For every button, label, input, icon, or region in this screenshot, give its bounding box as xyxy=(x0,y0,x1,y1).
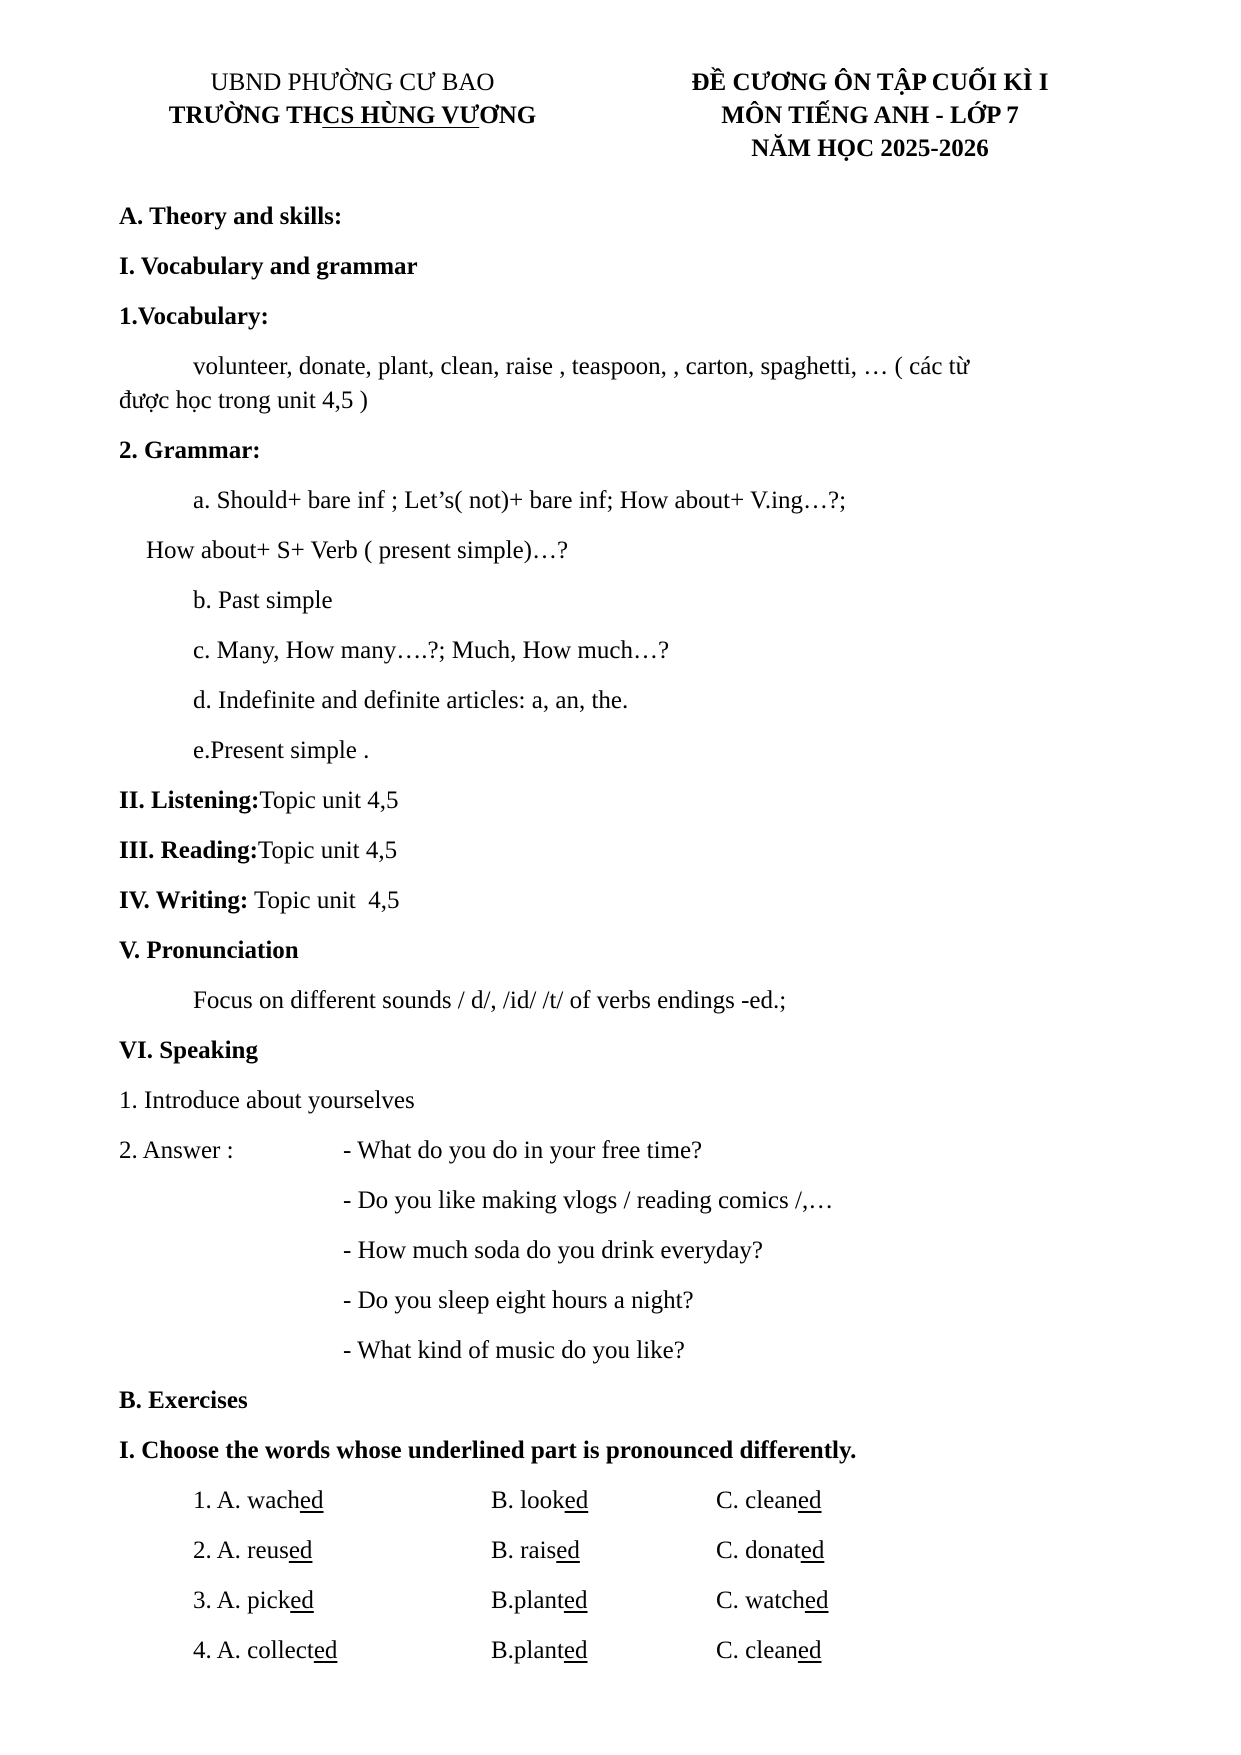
vocabulary-title: 1.Vocabulary: xyxy=(119,303,269,330)
speaking-item-2-label: 2. Answer : xyxy=(119,1137,234,1164)
option-text: 3. A. pick xyxy=(193,1587,291,1614)
pronunciation-title: V. Pronunciation xyxy=(119,937,299,964)
option-text: C. donat xyxy=(716,1537,801,1564)
exercise-option-a xyxy=(193,1636,337,1666)
exercise-option-c xyxy=(716,1636,822,1666)
header-left xyxy=(120,66,585,132)
option-underlined: ed xyxy=(800,1537,825,1564)
section-b-title: B. Exercises xyxy=(119,1387,248,1414)
listening-text: Topic unit 4,5 xyxy=(259,787,399,814)
speaking-question: - Do you sleep eight hours a night? xyxy=(343,1287,694,1314)
reading-line xyxy=(119,836,397,866)
speaking-item-1: 1. Introduce about yourselves xyxy=(119,1087,415,1114)
exercise-option-b xyxy=(491,1536,580,1566)
option-text: C. clean xyxy=(716,1487,798,1514)
option-text: 2. A. reus xyxy=(193,1537,289,1564)
exercise-option-b xyxy=(491,1586,588,1616)
option-underlined: ed xyxy=(299,1487,324,1514)
writing-text: Topic unit 4,5 xyxy=(248,887,400,914)
option-text: B.plant xyxy=(491,1637,564,1664)
school-name-part2: CS HÙNG VƯ xyxy=(322,102,480,129)
listening-label: II. Listening: xyxy=(119,787,260,814)
option-underlined: ed xyxy=(556,1537,580,1564)
option-text: 1. A. wach xyxy=(193,1487,300,1514)
exercise-option-a xyxy=(193,1486,324,1516)
option-text: C. watch xyxy=(716,1587,805,1614)
grammar-b: b. Past simple xyxy=(193,587,333,614)
option-text: B.plant xyxy=(491,1587,564,1614)
doc-subject: MÔN TIẾNG ANH - LỚP 7 xyxy=(721,102,1019,129)
grammar-a-line-1: a. Should+ bare inf ; Let’s( not)+ bare inf; How about+ V.ing…?; xyxy=(193,487,847,514)
option-underlined: ed xyxy=(288,1537,313,1564)
exercise-option-b xyxy=(491,1486,588,1516)
option-underlined: ed xyxy=(290,1587,314,1614)
doc-title: ĐỀ CƯƠNG ÔN TẬP CUỐI KÌ I xyxy=(691,69,1049,96)
exercise-option-c xyxy=(716,1536,824,1566)
option-underlined: ed xyxy=(797,1637,822,1664)
pronunciation-text: Focus on different sounds / d/, /id/ /t/ of verbs endings -ed.; xyxy=(193,987,787,1014)
exercise-option-b xyxy=(491,1636,588,1666)
exercise-1-title: I. Choose the words whose underlined part is pronounced differently. xyxy=(119,1437,857,1464)
exercise-option-c xyxy=(716,1486,822,1516)
speaking-question: - What do you do in your free time? xyxy=(343,1137,703,1164)
exercise-option-c xyxy=(716,1586,828,1616)
option-underlined: ed xyxy=(804,1587,829,1614)
option-underlined: ed xyxy=(313,1637,338,1664)
option-text: 4. A. collect xyxy=(193,1637,314,1664)
school-name-part3: ƠNG xyxy=(479,102,537,129)
section-a-title: A. Theory and skills: xyxy=(119,203,343,230)
vocab-grammar-title: I. Vocabulary and grammar xyxy=(119,253,418,280)
grammar-title: 2. Grammar: xyxy=(119,437,261,464)
listening-line xyxy=(119,786,399,816)
option-underlined: ed xyxy=(563,1587,588,1614)
option-underlined: ed xyxy=(563,1637,588,1664)
grammar-c: c. Many, How many….?; Much, How much…? xyxy=(193,637,670,664)
speaking-question: - What kind of music do you like? xyxy=(343,1337,685,1364)
exercise-option-a xyxy=(193,1586,314,1616)
option-text: C. clean xyxy=(716,1637,798,1664)
reading-text: Topic unit 4,5 xyxy=(257,837,398,864)
option-text: B. rais xyxy=(491,1537,557,1564)
option-underlined: ed xyxy=(564,1487,589,1514)
writing-label: IV. Writing: xyxy=(119,887,249,914)
ward-name: UBND PHƯỜNG CƯ BAO xyxy=(210,69,495,96)
speaking-question: - How much soda do you drink everyday? xyxy=(343,1237,764,1264)
writing-line xyxy=(119,886,399,916)
option-underlined: ed xyxy=(797,1487,822,1514)
school-name-part1: TRƯỜNG TH xyxy=(168,102,323,129)
reading-label: III. Reading: xyxy=(119,837,258,864)
grammar-d: d. Indefinite and definite articles: a, an, the. xyxy=(193,687,629,714)
doc-year: NĂM HỌC 2025-2026 xyxy=(751,135,989,162)
school-name xyxy=(120,99,585,132)
header-right xyxy=(640,66,1100,165)
vocabulary-line-2: được học trong unit 4,5 ) xyxy=(119,387,368,414)
option-text: B. look xyxy=(491,1487,565,1514)
grammar-e: e.Present simple . xyxy=(193,737,370,764)
exercise-option-a xyxy=(193,1536,312,1566)
grammar-a-line-2: How about+ S+ Verb ( present simple)…? xyxy=(146,537,569,564)
speaking-question: - Do you like making vlogs / reading comics /,… xyxy=(343,1187,834,1214)
vocabulary-line-1: volunteer, donate, plant, clean, raise , teaspoon, , carton, spaghetti, … ( các từ xyxy=(193,353,970,380)
speaking-title: VI. Speaking xyxy=(119,1037,258,1064)
